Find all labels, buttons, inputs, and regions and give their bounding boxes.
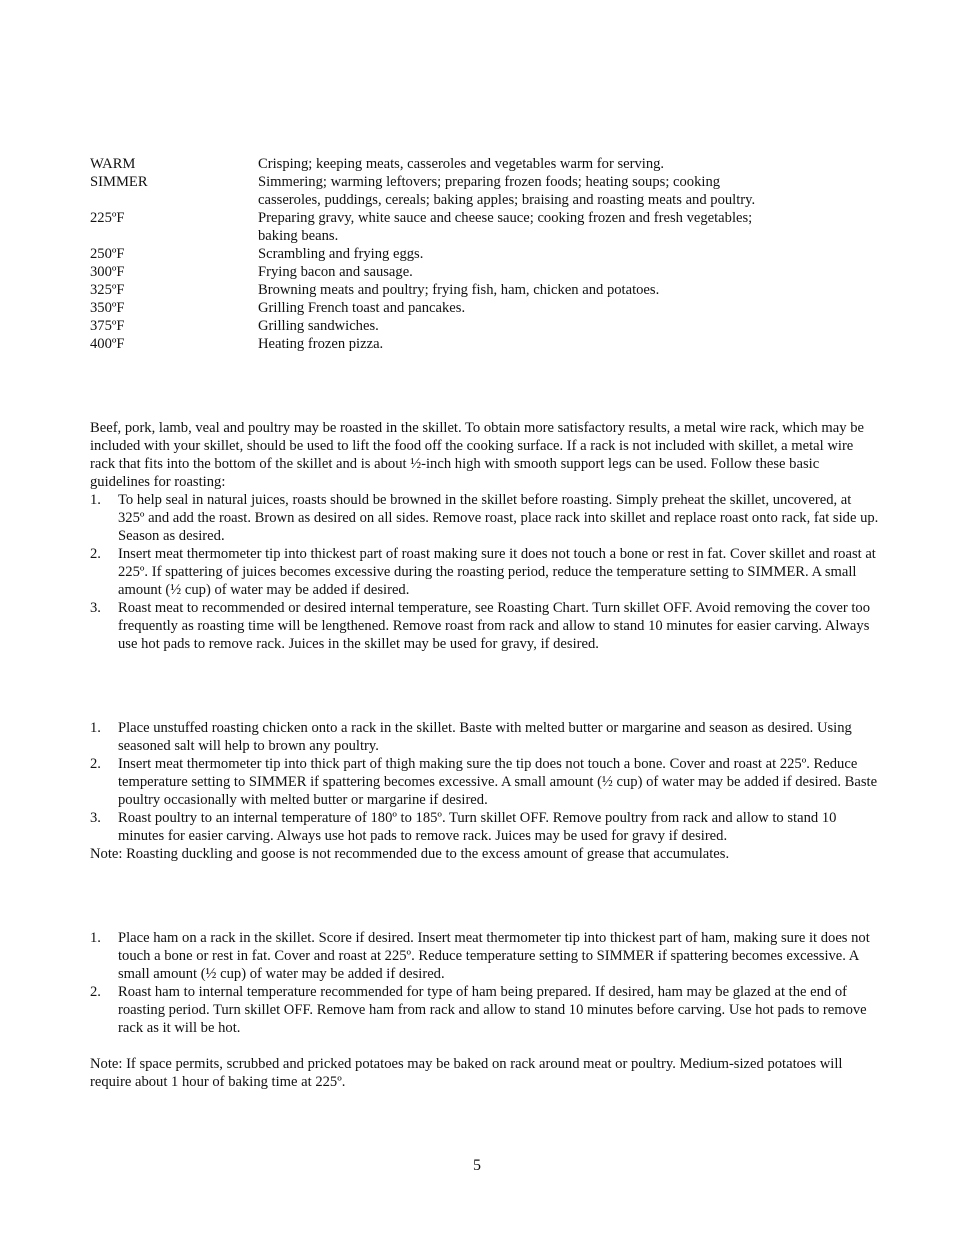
step-number: 3. [90, 810, 101, 826]
step-text: To help seal in natural juices, roasts should be browned in the skillet before roasting. Simply preheat the skillet, uncovered, at 325º and add the roast. Brown as desired on all sides. Remove roast, place rack into skillet and replace roast onto rack, fat side up. Season as desired. [118, 492, 879, 544]
temperature-use: Crisping; keeping meats, casseroles and vegetables warm for serving. [258, 156, 665, 172]
temperature-use: Heating frozen pizza. [258, 336, 384, 352]
step-number: 1. [90, 930, 101, 946]
roasting-section [90, 419, 880, 653]
step-text: Place ham on a rack in the skillet. Score if desired. Insert meat thermometer tip into thickest part of ham, making sure it does not touch a bone or rest in fat. Cover and roast at 225º. Reduce temperature setting to SIMMER if spattering becomes excessive. A small amount (½ cup) of water may be added if desired. [118, 930, 870, 982]
list-item [90, 719, 880, 755]
temperature-use: Simmering; warming leftovers; preparing frozen foods; heating soups; cooking casseroles, puddings, cereals; baking apples; braising and roasting meats and poultry. [258, 174, 756, 208]
temperature-use: Preparing gravy, white sauce and cheese sauce; cooking frozen and fresh vegetables; baking beans. [258, 210, 753, 244]
temperature-setting: 300ºF [90, 264, 125, 280]
temperature-row [90, 317, 880, 335]
step-text: Insert meat thermometer tip into thickest part of roast making sure it does not touch a bone or rest in fat. Cover skillet and roast at 225º. If spattering of juices becomes excessive during the roasting period, reduce the temperature setting to SIMMER. A small amount (½ cup) of water may be added if desired. [118, 546, 876, 598]
temperature-row [90, 209, 880, 245]
step-number: 2. [90, 546, 101, 562]
temperature-setting: 325ºF [90, 282, 125, 298]
temperature-setting: 350ºF [90, 300, 125, 316]
temperature-row [90, 299, 880, 317]
list-item [90, 983, 880, 1037]
step-number: 1. [90, 492, 101, 508]
temperature-use: Scrambling and frying eggs. [258, 246, 424, 262]
document-page [90, 155, 880, 1091]
step-number: 3. [90, 600, 101, 616]
temperature-row [90, 335, 880, 353]
ham-steps [90, 929, 880, 1037]
step-text: Roast meat to recommended or desired internal temperature, see Roasting Chart. Turn skillet OFF. Avoid removing the cover too frequently as roasting time will be lengthened. Remove roast from rack and allow to stand 10 minutes for easier carving. Always use hot pads to remove rack. Juices in the skillet may be used for gravy, if desired. [118, 600, 871, 652]
roasting-steps [90, 491, 880, 653]
step-text: Insert meat thermometer tip into thick part of thigh making sure the tip does not touch a bone. Cover and roast at 225º. Reduce temperature setting to SIMMER if spattering becomes excessive. A small amount (½ cup) of water may be added if desired. Baste poultry occasionally with melted butter or margarine if desired. [118, 756, 878, 808]
poultry-section [90, 719, 880, 863]
temperature-use: Grilling sandwiches. [258, 318, 379, 334]
step-text: Roast ham to internal temperature recommended for type of ham being prepared. If desired, ham may be glazed at the end of roasting period. Turn skillet OFF. Remove ham from rack and allow to stand 10 minutes before carving. Use hot pads to remove rack as it will be hot. [118, 984, 867, 1036]
list-item [90, 491, 880, 545]
step-number: 1. [90, 720, 101, 736]
list-item [90, 599, 880, 653]
poultry-note: Note: Roasting duckling and goose is not recommended due to the excess amount of grease that accumulates. [90, 846, 730, 862]
poultry-steps [90, 719, 880, 845]
temperature-row [90, 245, 880, 263]
page-number: 5 [473, 1157, 481, 1174]
step-text: Place unstuffed roasting chicken onto a rack in the skillet. Baste with melted butter or margarine and season as desired. Using seasoned salt will help to brown any poultry. [118, 720, 852, 754]
list-item [90, 755, 880, 809]
list-item [90, 545, 880, 599]
temperature-guide-table [90, 155, 880, 353]
step-text: Roast poultry to an internal temperature of 180º to 185º. Turn skillet OFF. Remove poultry from rack and allow to stand 10 minutes for easier carving. Always use hot pads to remove rack. Juices may be used for gravy if desired. [118, 810, 837, 844]
potato-note: Note: If space permits, scrubbed and pricked potatoes may be baked on rack around meat or poultry. Medium-sized potatoes will require about 1 hour of baking time at 225º. [90, 1056, 843, 1090]
temperature-setting: 375ºF [90, 318, 125, 334]
temperature-row [90, 155, 880, 173]
list-item [90, 809, 880, 845]
temperature-use: Grilling French toast and pancakes. [258, 300, 466, 316]
step-number: 2. [90, 756, 101, 772]
list-item [90, 929, 880, 983]
roasting-intro: Beef, pork, lamb, veal and poultry may be roasted in the skillet. To obtain more satisfactory results, a metal wire rack, which may be included with your skillet, should be used to lift the food off the cooking surface. If a rack is not included with skillet, a metal wire rack that fits into the bottom of the skillet and is about ½-inch high with smooth support legs can be used. Follow these basic guidelines for roasting: [90, 420, 864, 490]
temperature-row [90, 173, 880, 209]
temperature-row [90, 281, 880, 299]
temperature-setting: WARM [90, 156, 136, 172]
temperature-row [90, 263, 880, 281]
step-number: 2. [90, 984, 101, 1000]
temperature-use: Frying bacon and sausage. [258, 264, 413, 280]
temperature-setting: 400ºF [90, 336, 125, 352]
temperature-setting: 250ºF [90, 246, 125, 262]
temperature-setting: 225ºF [90, 210, 125, 226]
temperature-setting: SIMMER [90, 174, 148, 190]
temperature-use: Browning meats and poultry; frying fish, ham, chicken and potatoes. [258, 282, 660, 298]
ham-section [90, 929, 880, 1091]
